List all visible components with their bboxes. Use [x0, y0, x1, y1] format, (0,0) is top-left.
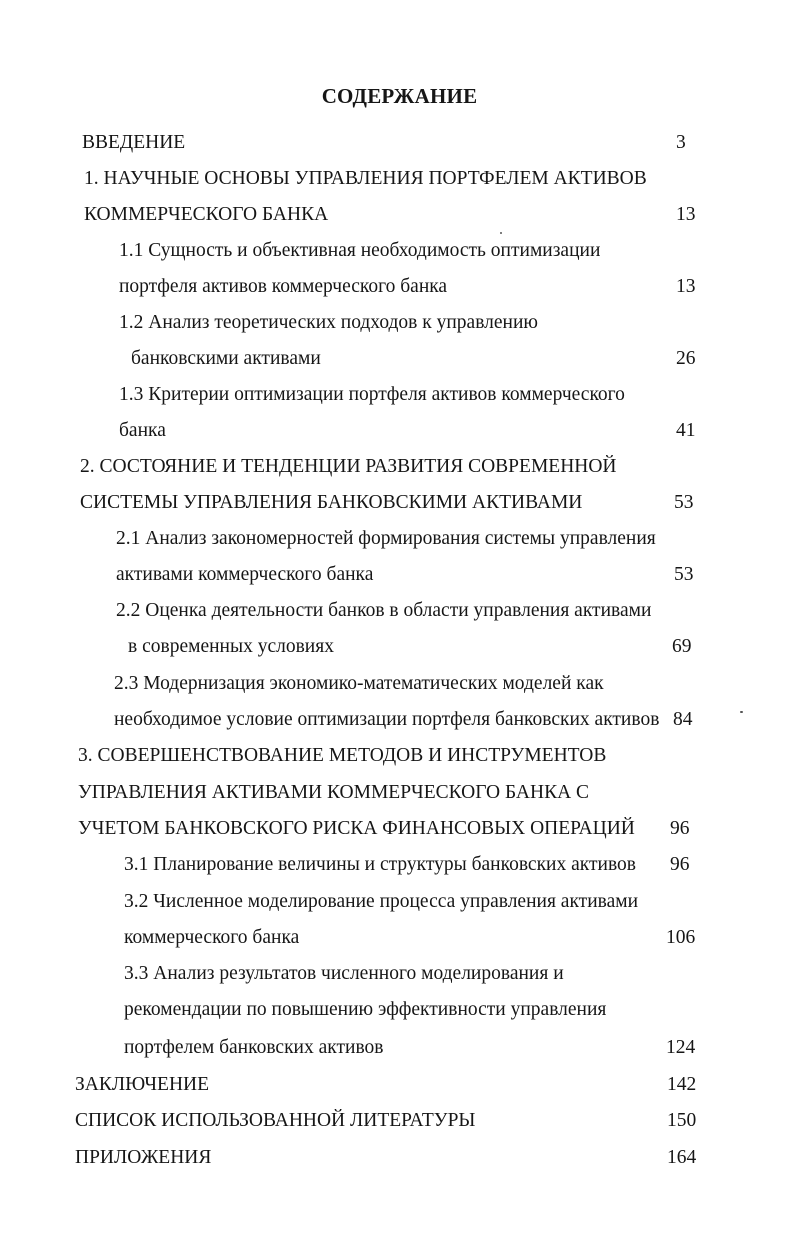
toc-conclusion-page: 142 [667, 1074, 697, 1095]
toc-ch2-page: 53 [674, 492, 694, 513]
scan-speck [740, 711, 743, 713]
toc-3-3-line2: рекомендации по повышению эффективности управления [124, 999, 607, 1020]
toc-ch3-page: 96 [670, 818, 690, 839]
toc-3-1-line1: 3.1 Планирование величины и структуры банковских активов [124, 854, 636, 875]
scan-speck [500, 232, 502, 234]
toc-ch1-title-line2: КОММЕРЧЕСКОГО БАНКА [84, 204, 329, 225]
toc-ch3-title-line2: УПРАВЛЕНИЯ АКТИВАМИ КОММЕРЧЕСКОГО БАНКА С [78, 782, 590, 803]
toc-appendices-page: 164 [667, 1147, 697, 1168]
toc-2-3-line1: 2.3 Модернизация экономико-математических моделей как [114, 673, 604, 694]
toc-2-2-line2: в современных условиях [128, 636, 334, 657]
toc-3-2-line1: 3.2 Численное моделирование процесса управления активами [124, 891, 639, 912]
page-title: СОДЕРЖАНИЕ [321, 84, 478, 108]
toc-1-3-line2: банка [119, 420, 166, 441]
toc-2-3-page: 84 [673, 709, 693, 730]
toc-1-3-line1: 1.3 Критерии оптимизации портфеля активов коммерческого [119, 384, 625, 405]
toc-3-2-line2: коммерческого банка [124, 927, 300, 948]
toc-1-1-page: 13 [676, 276, 696, 297]
toc-intro-page: 3 [676, 132, 686, 153]
toc-intro-label: ВВЕДЕНИЕ [82, 132, 186, 153]
toc-appendices-label: ПРИЛОЖЕНИЯ [75, 1147, 212, 1168]
toc-ch1-page: 13 [676, 204, 696, 225]
toc-1-2-line1: 1.2 Анализ теоретических подходов к управлению [119, 312, 538, 333]
toc-1-2-line2: банковскими активами [131, 348, 321, 369]
toc-bibliography-page: 150 [667, 1110, 697, 1131]
toc-1-1-line1: 1.1 Сущность и объективная необходимость оптимизации [119, 240, 601, 261]
toc-ch2-title-line2: СИСТЕМЫ УПРАВЛЕНИЯ БАНКОВСКИМИ АКТИВАМИ [80, 492, 583, 513]
toc-1-1-line2: портфеля активов коммерческого банка [119, 276, 448, 297]
toc-3-3-line1: 3.3 Анализ результатов численного моделирования и [124, 963, 564, 984]
toc-1-3-page: 41 [676, 420, 696, 441]
toc-3-2-page: 106 [666, 927, 696, 948]
toc-2-1-line1: 2.1 Анализ закономерностей формирования системы управления [116, 528, 656, 549]
toc-2-2-page: 69 [672, 636, 692, 657]
toc-conclusion-label: ЗАКЛЮЧЕНИЕ [75, 1074, 210, 1095]
toc-ch3-title-line3: УЧЕТОМ БАНКОВСКОГО РИСКА ФИНАНСОВЫХ ОПЕРАЦИЙ [78, 818, 635, 839]
toc-3-3-line3: портфелем банковских активов [124, 1037, 384, 1058]
toc-2-3-line2: необходимое условие оптимизации портфеля банковских активов [114, 709, 660, 730]
toc-2-2-line1: 2.2 Оценка деятельности банков в области управления активами [116, 600, 652, 621]
toc-1-2-page: 26 [676, 348, 696, 369]
toc-3-1-page: 96 [670, 854, 690, 875]
toc-ch2-title-line1: 2. СОСТОЯНИЕ И ТЕНДЕНЦИИ РАЗВИТИЯ СОВРЕМЕННОЙ [80, 456, 617, 477]
toc-ch1-title-line1: 1. НАУЧНЫЕ ОСНОВЫ УПРАВЛЕНИЯ ПОРТФЕЛЕМ АКТИВОВ [84, 168, 647, 189]
toc-bibliography-label: СПИСОК ИСПОЛЬЗОВАННОЙ ЛИТЕРАТУРЫ [75, 1110, 476, 1131]
toc-3-3-page: 124 [666, 1037, 696, 1058]
toc-ch3-title-line1: 3. СОВЕРШЕНСТВОВАНИЕ МЕТОДОВ И ИНСТРУМЕНТОВ [78, 745, 607, 766]
toc-2-1-line2: активами коммерческого банка [116, 564, 374, 585]
toc-2-1-page: 53 [674, 564, 694, 585]
